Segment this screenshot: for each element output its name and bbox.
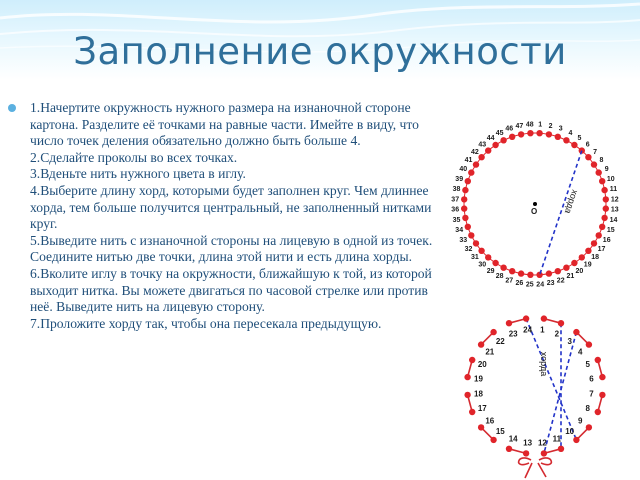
top-circle-point [599,178,605,184]
top-circle-label: 20 [575,268,584,275]
bottom-circle-label: 13 [523,438,533,448]
bottom-circle-label: 24 [523,325,533,335]
top-circle-point [591,161,597,167]
top-circle-point [500,265,506,271]
step-7: 7.Проложите хорду так, чтобы она пересекала предыдущую. [30,315,382,331]
top-circle-label: 36 [451,206,460,214]
bottom-circle-label: 5 [585,360,590,370]
bottom-circle-label: 12 [537,438,547,448]
top-circle-label: 17 [597,245,606,253]
bottom-circle-label: 22 [495,336,505,346]
top-circle-label: 37 [451,196,460,204]
top-circle-label: 28 [495,273,504,281]
step-2: 2.Сделайте проколы во всех точках. [30,149,238,165]
bottom-circle-label: 19 [474,374,483,384]
thread-end-left [525,463,532,478]
top-circle-point [518,131,524,137]
top-circle-point [478,248,484,254]
top-circle-label: 35 [452,217,461,225]
top-circle-label: 33 [459,236,468,244]
top-circle-point [527,130,533,136]
bottom-circle-point [469,357,475,363]
top-circle-label: 3 [558,125,563,133]
top-circle-point [478,154,484,160]
top-circle-point [509,134,515,140]
top-circle-point [485,254,491,260]
top-circle-label: 12 [610,196,619,204]
top-circle-label: 21 [566,273,575,281]
top-circle-label: 5 [577,135,582,142]
bottom-circle-point [469,409,475,415]
top-circle-point [596,169,602,175]
top-circle-label: 19 [583,261,592,269]
top-circle-point [555,134,561,140]
center-label: О [531,207,538,216]
top-circle-label: 46 [505,125,514,133]
top-circle-label: 45 [495,129,504,137]
step-6: 6.Вколите иглу в точку на окружности, ближайшую к той, из которой выходит нитка. Вы можете двигаться по часовой стрелке или против неё. Выведите нить на лицевую сторону. [30,265,432,315]
top-circle-label: 32 [464,245,473,253]
bottom-circle-point [599,392,605,398]
top-circle-label: 25 [525,281,534,289]
bottom-circle-point [490,329,496,335]
bottom-circle-point [541,315,547,321]
top-circle-label: 7 [593,148,598,156]
bullet-marker [8,104,16,112]
top-circle-label: 30 [478,261,487,269]
bottom-circle-point [573,437,579,443]
bottom-circle-point [558,446,564,452]
top-circle-point [596,232,602,238]
bottom-circle-label: 7 [589,389,594,399]
bottom-circle-label: 23 [508,329,518,339]
bottom-circle-point [523,315,529,321]
top-circle-point [603,196,609,202]
step-3: 3.Вденьте нить нужного цвета в иглу. [30,166,246,182]
bottom-circle-label: 9 [577,416,583,426]
top-circle-point [518,270,524,276]
top-circle-label: 48 [525,121,534,129]
top-circle-label: 1 [538,121,543,129]
top-circle-label: 47 [515,123,524,130]
top-circle-point [527,272,533,278]
top-circle-label: 26 [515,280,524,287]
bottom-circle-point [464,392,470,398]
bottom-circle-label: 16 [485,416,495,426]
top-circle-point [601,187,607,193]
step-1: 1.Начертите окружность нужного размера на изнаночной стороне картона. Разделите её точками на равные части. Имейте в виду, что число точек деления обязательно должно быть больше 4. [30,100,419,149]
bottom-circle-label: 20 [477,360,487,370]
top-circle-label: 14 [609,217,618,225]
top-circle-point [603,205,609,211]
step-5: 5.Выведите нить с изнаночной стороны на лицевую в одной из точек. Соедините нитью две точки, длина этой нити и есть длина хорды. [30,232,433,265]
top-circle-label: 2 [548,123,553,130]
top-circle-label: 43 [478,141,487,149]
bottom-circle-point [599,374,605,380]
top-circle-label: 9 [604,166,609,174]
bottom-circle-point [595,409,601,415]
bottom-circle-label: 2 [554,329,560,339]
top-circle-label: 18 [591,254,599,262]
top-circle-point [536,130,542,136]
top-circle-label: 41 [464,157,473,165]
top-circle-point [585,248,591,254]
bottom-circle-point [490,437,496,443]
bottom-circle-point [478,424,484,430]
bottom-circle-label: 11 [552,434,562,444]
top-circle-point [563,137,569,143]
top-circle-point [468,232,474,238]
top-circle-label: 34 [455,227,464,235]
top-circle-label: 39 [455,175,464,183]
bottom-circle-label: 17 [477,403,487,413]
top-circle-point [546,131,552,137]
top-circle-point [492,260,498,266]
instruction-list [30,100,440,332]
bottom-circle-label: 18 [474,389,483,399]
bottom-circle-point [595,357,601,363]
top-circle-point [462,187,468,193]
top-circle-label: 42 [471,148,479,156]
top-circle-label: 31 [471,254,479,262]
top-circle-label: 11 [609,185,618,193]
top-circle-point [500,137,506,143]
bottom-circle-label: 10 [565,427,575,437]
top-circle-point [468,169,474,175]
bottom-circle-point [464,374,470,380]
bottom-circle-label: 6 [589,374,594,384]
bottom-circle-point [478,341,484,347]
top-circle-label: 16 [602,236,611,244]
top-circle-label: 44 [486,135,495,142]
top-circle-point [585,154,591,160]
bottom-circle-point [573,329,579,335]
top-circle-point [461,196,467,202]
top-circle-label: 8 [599,157,604,165]
top-circle-point [473,161,479,167]
bottom-circle-point [506,446,512,452]
bottom-circle-label: 8 [585,403,590,413]
top-circle-point [465,178,471,184]
top-circle-point [571,260,577,266]
top-circle-label: 29 [486,268,495,275]
thread-bow-right [539,458,551,465]
top-circle-label: 15 [606,227,615,235]
chord-label-bottom: хорда [539,351,549,377]
bottom-circle-point [558,320,564,326]
top-circle-point [599,224,605,230]
top-circle-label: 22 [556,277,565,285]
top-circle-label: 27 [505,277,514,285]
chord-line [540,151,582,275]
step-4: 4.Выберите длину хорд, которыми будет заполнен круг. Чем длиннее хорда, тем больше получится центральный, не заполненный нитками круг. [30,182,432,232]
circle-figure [440,100,640,480]
bottom-circle-label: 21 [485,347,495,357]
bottom-circle-label: 1 [540,325,545,335]
top-circle-label: 40 [459,166,468,174]
top-circle-label: 10 [606,175,615,183]
top-circle-point [462,215,468,221]
top-circle-point [579,254,585,260]
top-circle-label: 4 [568,129,573,137]
top-circle-label: 24 [536,281,545,289]
chord-label-top: хорда [562,188,581,215]
top-circle-point [563,265,569,271]
bottom-circle-point [506,320,512,326]
bottom-circle-point [586,424,592,430]
top-circle-point [601,215,607,221]
bottom-circle-label: 3 [567,336,572,346]
circle-diagram [440,100,640,480]
top-circle-point [509,268,515,274]
top-circle-label: 23 [546,280,555,287]
bottom-circle-point [541,450,547,456]
top-circle-point [492,142,498,148]
center-point [533,202,537,206]
top-circle-label: 13 [610,206,619,214]
bottom-circle-point [586,341,592,347]
top-circle-point [591,240,597,246]
top-circle-label: 6 [585,141,590,149]
bottom-circle-label: 4 [577,347,583,357]
bottom-circle-label: 14 [508,434,518,444]
top-circle-point [461,205,467,211]
thread-bow-left [519,458,531,465]
top-circle-point [546,270,552,276]
page-title: Заполнение окружности [73,30,567,73]
top-circle-point [571,142,577,148]
top-circle-point [465,224,471,230]
bottom-circle-point [523,450,529,456]
top-circle-point [555,268,561,274]
bottom-circle-label: 15 [495,427,505,437]
top-circle-point [473,240,479,246]
top-circle-label: 38 [452,185,461,193]
